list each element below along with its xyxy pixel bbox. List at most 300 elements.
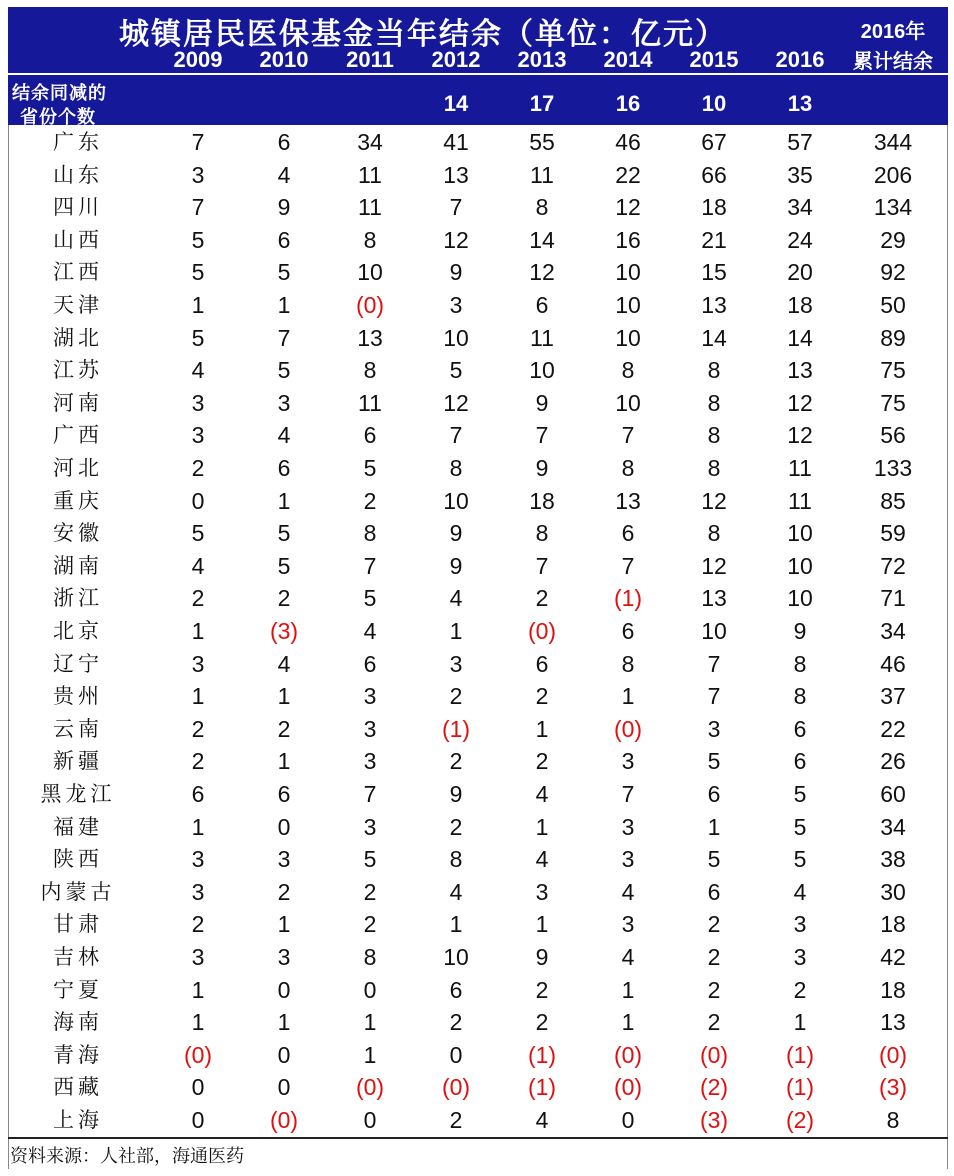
- value-cell-2011: 2: [363, 878, 377, 905]
- value-cell-2012: 7: [449, 194, 463, 221]
- value-cell-2012: 13: [443, 161, 469, 188]
- cumulative-cell: (3): [878, 1074, 908, 1101]
- value-cell-2009: 3: [191, 389, 205, 416]
- table-row: [8, 778, 948, 811]
- value-cell-2009: 3: [191, 846, 205, 873]
- cumulative-cell: 8: [886, 1107, 900, 1133]
- value-cell-2013: 55: [529, 129, 555, 155]
- table-header: [8, 7, 948, 128]
- value-cell-2009: 2: [191, 748, 205, 775]
- table-row: [8, 126, 948, 159]
- value-cell-2013: 11: [530, 324, 554, 351]
- decline-count-2015: 10: [701, 91, 727, 116]
- value-cell-2010: 3: [277, 944, 291, 970]
- value-cell-2014: (0): [613, 1074, 643, 1101]
- value-cell-2009: 5: [191, 259, 205, 286]
- value-cell-2013: 1: [535, 715, 549, 742]
- value-cell-2011: 2: [363, 487, 377, 514]
- value-cell-2014: 8: [621, 455, 635, 481]
- province-name: 吉林: [53, 945, 103, 969]
- value-cell-2012: 9: [449, 259, 463, 286]
- value-cell-2016: 6: [793, 715, 807, 742]
- value-cell-2010: 3: [277, 846, 291, 873]
- province-name: 湖南: [53, 553, 103, 578]
- value-cell-2010: 9: [277, 194, 291, 221]
- table-row: [8, 289, 948, 322]
- year-header-2014: 2014: [603, 47, 653, 72]
- value-cell-2014: 46: [615, 129, 641, 155]
- value-cell-2009: 1: [191, 1009, 205, 1036]
- province-name: 广东: [53, 130, 103, 154]
- province-name: 重庆: [53, 488, 103, 513]
- value-cell-2014: 13: [615, 487, 641, 514]
- value-cell-2011: 6: [363, 650, 377, 677]
- province-name: 宁夏: [53, 977, 103, 1002]
- value-cell-2009: 2: [191, 715, 205, 742]
- value-cell-2015: 21: [701, 226, 727, 253]
- value-cell-2016: 57: [787, 129, 813, 155]
- value-cell-2011: 0: [363, 976, 377, 1003]
- year-header-2016: 2016: [775, 47, 825, 72]
- year-header-2013: 2013: [517, 47, 567, 72]
- value-cell-2009: 5: [191, 226, 205, 253]
- header-separator: [8, 73, 948, 75]
- value-cell-2010: 2: [277, 715, 291, 742]
- value-cell-2013: 7: [535, 422, 549, 449]
- value-cell-2015: 13: [701, 292, 727, 318]
- value-cell-2013: 2: [535, 1009, 549, 1036]
- year-header-2015: 2015: [689, 47, 739, 72]
- value-cell-2010: 1: [277, 292, 291, 318]
- value-cell-2011: 8: [363, 944, 377, 970]
- value-cell-2012: 9: [449, 520, 463, 547]
- value-cell-2015: 7: [707, 650, 721, 677]
- value-cell-2016: 6: [793, 748, 807, 775]
- value-cell-2013: 4: [535, 1107, 549, 1133]
- value-cell-2014: 22: [615, 161, 641, 188]
- table-row: [8, 256, 948, 289]
- value-cell-2010: 4: [277, 422, 291, 449]
- table-row: [8, 1104, 948, 1137]
- province-name: 西藏: [53, 1075, 103, 1100]
- province-name: 新疆: [53, 749, 103, 774]
- value-cell-2009: 3: [191, 650, 205, 677]
- value-cell-2013: 2: [535, 748, 549, 775]
- value-cell-2011: 1: [363, 1041, 377, 1068]
- value-cell-2016: 10: [787, 585, 813, 612]
- value-cell-2010: 0: [277, 1074, 291, 1101]
- value-cell-2010: 3: [277, 389, 291, 416]
- value-cell-2016: (1): [785, 1074, 815, 1101]
- value-cell-2012: 10: [443, 944, 469, 970]
- table-bottom-rule: [8, 1137, 948, 1139]
- table-row: [8, 419, 948, 452]
- cumulative-cell: 37: [880, 683, 906, 710]
- value-cell-2016: 5: [793, 846, 807, 873]
- value-cell-2013: 4: [535, 846, 549, 873]
- value-cell-2013: 4: [535, 781, 549, 807]
- cumulative-cell: 85: [880, 487, 906, 514]
- value-cell-2014: 7: [621, 552, 635, 579]
- province-name: 海南: [53, 1010, 103, 1035]
- table-row: [8, 354, 948, 387]
- value-cell-2013: 9: [535, 944, 549, 970]
- value-cell-2016: 4: [793, 878, 807, 905]
- cumulative-cell: 34: [880, 813, 906, 840]
- value-cell-2010: 5: [277, 357, 291, 384]
- value-cell-2009: 0: [191, 1107, 205, 1133]
- cumulative-cell: 22: [880, 715, 906, 742]
- province-name: 青海: [53, 1042, 103, 1067]
- value-cell-2016: 2: [793, 976, 807, 1003]
- value-cell-2016: 8: [793, 650, 807, 677]
- value-cell-2014: 7: [621, 781, 635, 807]
- value-cell-2015: (3): [699, 1107, 729, 1133]
- value-cell-2012: 3: [449, 292, 463, 318]
- value-cell-2015: 6: [707, 781, 721, 807]
- value-cell-2013: 7: [535, 552, 549, 579]
- table-row: [8, 941, 948, 974]
- value-cell-2016: 12: [787, 422, 813, 449]
- value-cell-2013: 8: [535, 520, 549, 547]
- cumulative-cell: (0): [878, 1041, 908, 1068]
- province-name: 江西: [53, 260, 103, 285]
- value-cell-2009: 5: [191, 324, 205, 351]
- value-cell-2014: (0): [613, 1041, 643, 1068]
- value-cell-2015: 12: [701, 487, 727, 514]
- value-cell-2014: 12: [615, 194, 641, 221]
- decline-count-2016: 13: [787, 91, 813, 116]
- value-cell-2010: 6: [277, 129, 291, 155]
- value-cell-2011: 7: [363, 552, 377, 579]
- value-cell-2015: (0): [699, 1041, 729, 1068]
- value-cell-2013: 10: [529, 357, 555, 384]
- value-cell-2010: 4: [277, 161, 291, 188]
- cumulative-cell: 26: [880, 748, 906, 775]
- value-cell-2015: 8: [707, 520, 721, 547]
- value-cell-2014: (1): [613, 585, 643, 612]
- cumulative-cell: 206: [873, 161, 913, 188]
- value-cell-2014: 1: [621, 1009, 635, 1036]
- value-cell-2013: 3: [535, 878, 549, 905]
- value-cell-2015: 5: [707, 748, 721, 775]
- table-title: 城镇居民医保基金当年结余（单位：亿元）: [119, 17, 727, 52]
- value-cell-2009: 0: [191, 1074, 205, 1101]
- value-cell-2010: 5: [277, 259, 291, 286]
- value-cell-2013: 9: [535, 455, 549, 481]
- value-cell-2013: 11: [530, 161, 554, 188]
- province-name: 四川: [53, 195, 103, 220]
- value-cell-2011: 13: [357, 324, 383, 351]
- year-header-2009: 2009: [173, 47, 223, 72]
- value-cell-2009: 2: [191, 585, 205, 612]
- value-cell-2016: 3: [793, 944, 807, 970]
- province-name: 河南: [53, 390, 103, 415]
- value-cell-2016: 10: [787, 552, 813, 579]
- province-name: 贵州: [53, 684, 103, 709]
- cumulative-cell: 50: [880, 292, 906, 318]
- value-cell-2013: 18: [529, 487, 555, 514]
- value-cell-2013: 2: [535, 976, 549, 1003]
- value-cell-2009: 7: [191, 129, 205, 155]
- value-cell-2016: 12: [787, 389, 813, 416]
- value-cell-2010: 4: [277, 650, 291, 677]
- cumulative-cell: 71: [880, 585, 906, 612]
- value-cell-2015: 66: [701, 161, 727, 188]
- value-cell-2016: 5: [793, 813, 807, 840]
- value-cell-2010: (0): [269, 1107, 299, 1133]
- value-cell-2010: (3): [269, 618, 299, 644]
- province-name: 广西: [53, 423, 103, 448]
- value-cell-2014: (0): [613, 715, 643, 742]
- value-cell-2012: 12: [443, 226, 469, 253]
- cumulative-cell: 42: [880, 944, 906, 970]
- value-cell-2011: 8: [363, 357, 377, 384]
- province-name: 山东: [53, 162, 103, 187]
- value-cell-2016: 9: [793, 618, 807, 644]
- value-cell-2011: (0): [355, 1074, 385, 1101]
- value-cell-2009: 1: [191, 683, 205, 710]
- cumulative-cell: 13: [880, 1009, 906, 1036]
- value-cell-2014: 8: [621, 357, 635, 384]
- value-cell-2009: 2: [191, 455, 205, 481]
- value-cell-2012: 4: [449, 585, 463, 612]
- value-cell-2012: 2: [449, 813, 463, 840]
- value-cell-2014: 6: [621, 520, 635, 547]
- province-name: 陕西: [53, 847, 103, 872]
- value-cell-2011: 11: [358, 161, 382, 188]
- table-row: [8, 452, 948, 485]
- province-name: 江苏: [53, 358, 103, 383]
- value-cell-2011: 4: [363, 618, 377, 644]
- value-cell-2011: 3: [363, 813, 377, 840]
- cumulative-cell: 38: [880, 846, 906, 873]
- value-cell-2009: 1: [191, 813, 205, 840]
- value-cell-2012: 2: [449, 1009, 463, 1036]
- value-cell-2016: 34: [787, 194, 813, 221]
- value-cell-2010: 6: [277, 781, 291, 807]
- table-row: [8, 1071, 948, 1104]
- value-cell-2012: 7: [449, 422, 463, 449]
- value-cell-2016: 35: [787, 161, 813, 188]
- value-cell-2016: 8: [793, 683, 807, 710]
- year-header-2010: 2010: [259, 47, 309, 72]
- value-cell-2014: 10: [615, 292, 641, 318]
- decline-count-2012: 14: [443, 91, 469, 116]
- province-name: 北京: [53, 619, 103, 643]
- table-row: [8, 159, 948, 192]
- value-cell-2012: 10: [443, 324, 469, 351]
- value-cell-2016: 11: [788, 455, 812, 481]
- table-row: [8, 387, 948, 420]
- value-cell-2012: 2: [449, 683, 463, 710]
- value-cell-2012: 3: [449, 650, 463, 677]
- value-cell-2009: 3: [191, 944, 205, 970]
- table-row: [8, 876, 948, 909]
- value-cell-2012: 4: [449, 878, 463, 905]
- province-name: 湖北: [53, 325, 103, 350]
- value-cell-2012: 2: [449, 748, 463, 775]
- table-row: [8, 550, 948, 583]
- value-cell-2015: 12: [701, 552, 727, 579]
- value-cell-2011: 8: [363, 226, 377, 253]
- value-cell-2015: 67: [701, 129, 727, 155]
- value-cell-2015: 8: [707, 455, 721, 481]
- cumulative-cell: 92: [880, 259, 906, 286]
- cumulative-header-year: 2016年: [860, 21, 926, 43]
- value-cell-2009: 3: [191, 161, 205, 188]
- value-cell-2012: 6: [449, 976, 463, 1003]
- value-cell-2014: 10: [615, 389, 641, 416]
- value-cell-2015: 6: [707, 878, 721, 905]
- value-cell-2009: 4: [191, 357, 205, 384]
- value-cell-2014: 7: [621, 422, 635, 449]
- value-cell-2013: 1: [535, 911, 549, 938]
- value-cell-2012: 41: [443, 129, 469, 155]
- province-name: 黑龙江: [40, 782, 116, 806]
- value-cell-2012: 9: [449, 552, 463, 579]
- cumulative-cell: 29: [880, 226, 906, 253]
- value-cell-2012: (1): [441, 715, 471, 742]
- value-cell-2009: 7: [191, 194, 205, 221]
- value-cell-2013: 2: [535, 683, 549, 710]
- value-cell-2013: 8: [535, 194, 549, 221]
- province-name: 山西: [53, 227, 103, 252]
- value-cell-2010: 1: [277, 683, 291, 710]
- value-cell-2012: 8: [449, 455, 463, 481]
- value-cell-2015: 2: [707, 1009, 721, 1036]
- value-cell-2011: 5: [363, 585, 377, 612]
- table-row: [8, 224, 948, 257]
- value-cell-2015: 8: [707, 389, 721, 416]
- province-name: 福建: [53, 814, 103, 839]
- table-row: [8, 322, 948, 355]
- value-cell-2010: 1: [277, 1009, 291, 1036]
- value-cell-2011: 8: [363, 520, 377, 547]
- value-cell-2013: 9: [535, 389, 549, 416]
- value-cell-2016: 20: [787, 259, 813, 286]
- value-cell-2015: 18: [701, 194, 727, 221]
- value-cell-2016: 5: [793, 781, 807, 807]
- value-cell-2012: 5: [449, 357, 463, 384]
- province-name: 安徽: [53, 521, 103, 546]
- value-cell-2009: 5: [191, 520, 205, 547]
- value-cell-2011: 7: [363, 781, 377, 807]
- table-row: [8, 974, 948, 1007]
- value-cell-2011: 5: [363, 846, 377, 873]
- value-cell-2011: 6: [363, 422, 377, 449]
- cumulative-cell: 46: [880, 650, 906, 677]
- value-cell-2015: 1: [707, 813, 721, 840]
- value-cell-2010: 5: [277, 520, 291, 547]
- cumulative-cell: 75: [880, 389, 906, 416]
- value-cell-2012: (0): [441, 1074, 471, 1101]
- value-cell-2013: (1): [527, 1074, 557, 1101]
- source-note: 资料来源：人社部，海通医药: [10, 1146, 244, 1167]
- value-cell-2014: 3: [621, 911, 635, 938]
- value-cell-2010: 6: [277, 226, 291, 253]
- value-cell-2013: 6: [535, 292, 549, 318]
- table-row: [8, 1006, 948, 1039]
- value-cell-2015: 2: [707, 911, 721, 938]
- value-cell-2016: (2): [785, 1107, 815, 1133]
- value-cell-2009: 1: [191, 976, 205, 1003]
- value-cell-2009: 6: [191, 781, 205, 807]
- cumulative-cell: 75: [880, 357, 906, 384]
- value-cell-2010: 2: [277, 878, 291, 905]
- value-cell-2009: (0): [183, 1041, 213, 1068]
- value-cell-2016: 24: [787, 226, 813, 253]
- value-cell-2012: 2: [449, 1107, 463, 1133]
- value-cell-2013: 6: [535, 650, 549, 677]
- value-cell-2013: (0): [527, 618, 557, 644]
- cumulative-cell: 34: [880, 618, 906, 644]
- province-name: 辽宁: [53, 651, 103, 676]
- table-row: [8, 908, 948, 941]
- table-row: [8, 745, 948, 778]
- value-cell-2014: 4: [621, 944, 635, 970]
- value-cell-2014: 10: [615, 324, 641, 351]
- value-cell-2016: 18: [787, 292, 813, 318]
- value-cell-2015: 15: [701, 259, 727, 286]
- value-cell-2011: 3: [363, 715, 377, 742]
- value-cell-2016: 14: [787, 324, 813, 351]
- decline-count-2013: 17: [529, 91, 555, 116]
- value-cell-2014: 16: [615, 226, 641, 253]
- value-cell-2011: 3: [363, 683, 377, 710]
- value-cell-2013: 14: [529, 226, 555, 253]
- value-cell-2015: 2: [707, 944, 721, 970]
- value-cell-2014: 0: [621, 1107, 635, 1133]
- value-cell-2013: 12: [529, 259, 555, 286]
- province-name: 天津: [53, 293, 103, 317]
- value-cell-2012: 9: [449, 781, 463, 807]
- value-cell-2010: 7: [277, 324, 291, 351]
- value-cell-2014: 3: [621, 748, 635, 775]
- cumulative-cell: 344: [873, 129, 913, 155]
- cumulative-cell: 59: [880, 520, 906, 547]
- value-cell-2015: 7: [707, 683, 721, 710]
- province-name: 浙江: [53, 586, 103, 611]
- value-cell-2013: 2: [535, 585, 549, 612]
- province-name: 甘肃: [53, 912, 103, 937]
- cumulative-cell: 133: [873, 455, 913, 481]
- decline-count-2014: 16: [615, 91, 641, 116]
- value-cell-2016: 1: [793, 1009, 807, 1036]
- table-row: [8, 713, 948, 746]
- value-cell-2010: 0: [277, 976, 291, 1003]
- value-cell-2010: 2: [277, 585, 291, 612]
- value-cell-2014: 3: [621, 846, 635, 873]
- value-cell-2010: 1: [277, 748, 291, 775]
- value-cell-2010: 1: [277, 487, 291, 514]
- value-cell-2014: 8: [621, 650, 635, 677]
- value-cell-2016: (1): [785, 1041, 815, 1068]
- value-cell-2015: 5: [707, 846, 721, 873]
- value-cell-2015: 13: [701, 585, 727, 612]
- value-cell-2012: 0: [449, 1041, 463, 1068]
- table-row: [8, 648, 948, 681]
- value-cell-2009: 0: [191, 487, 205, 514]
- value-cell-2009: 4: [191, 552, 205, 579]
- value-cell-2014: 1: [621, 683, 635, 710]
- table-row: [8, 615, 948, 648]
- value-cell-2009: 3: [191, 422, 205, 449]
- cumulative-cell: 18: [880, 976, 906, 1003]
- value-cell-2015: 8: [707, 422, 721, 449]
- value-cell-2011: 3: [363, 748, 377, 775]
- value-cell-2010: 0: [277, 813, 291, 840]
